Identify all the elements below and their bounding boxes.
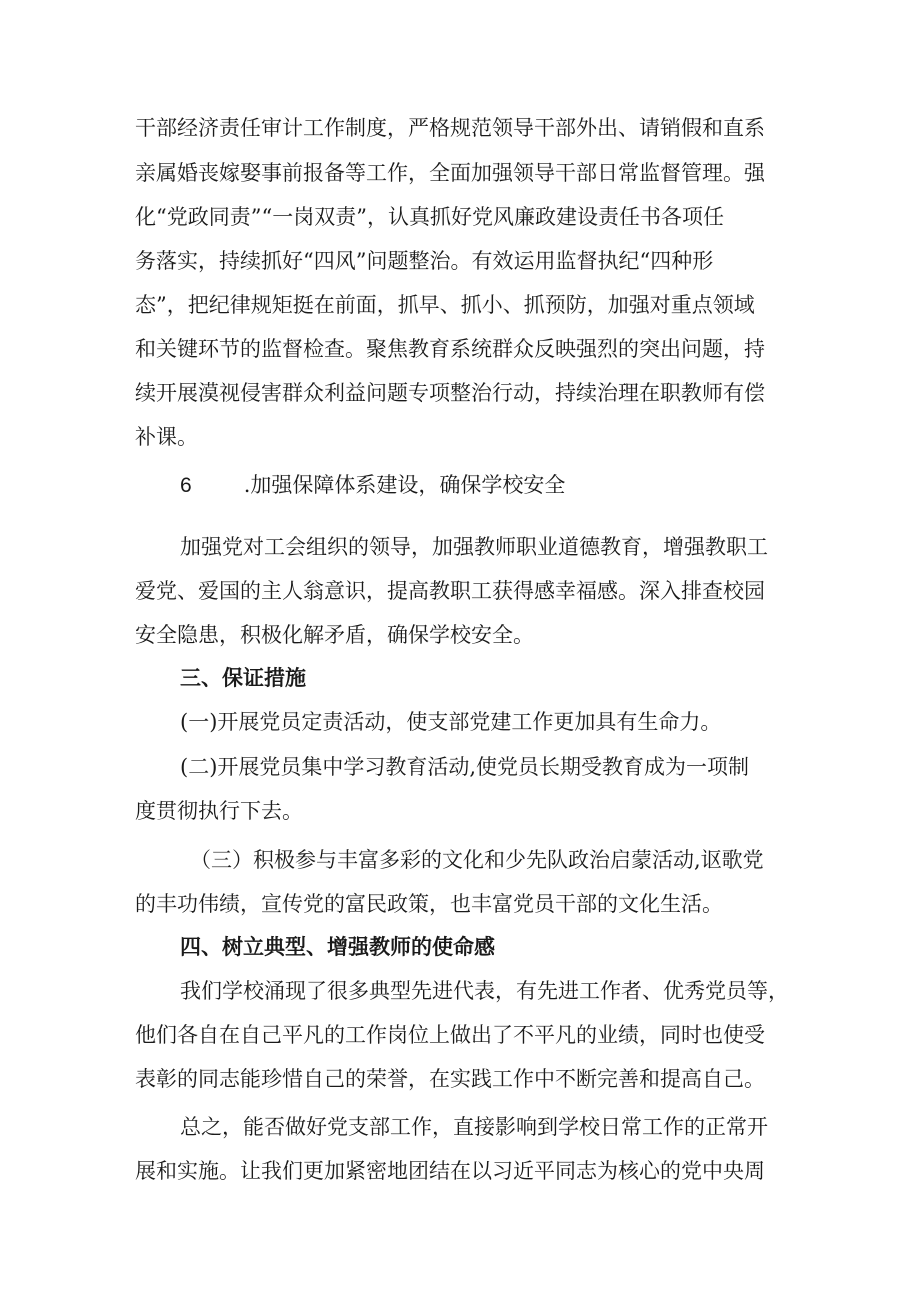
paragraph-line: 化“党政同责”“一岗双责”，认真抓好党风廉政建设责任书各项任	[135, 205, 724, 229]
paragraph-line: 补课。	[135, 425, 198, 449]
paragraph-line: 续开展漠视侵害群众利益问题专项整治行动，持续治理在职教师有偿	[135, 381, 765, 405]
section-6-heading	[180, 470, 840, 501]
paragraph-line: 态”，把纪律规矩挺在前面，抓早、抓小、抓预防，加强对重点领域	[135, 293, 755, 317]
conclusion-line: 总之，能否做好党支部工作，直接影响到学校日常工作的正常开	[180, 1115, 768, 1139]
conclusion-line: 展和实施。让我们更加紧密地团结在以习近平同志为核心的党中央周	[135, 1159, 765, 1183]
section-6-number: 6	[180, 474, 192, 497]
paragraph-line: 爱党、爱国的主人翁意识，提高教职工获得感幸福感。深入排查校园	[135, 579, 765, 603]
paragraph-line: 加强党对工会组织的领导，加强教师职业道德教育，增强教职工	[180, 535, 768, 559]
measure-item-2: (二)开展党员集中学习教育活动,使党员长期受教育成为一项制	[180, 755, 750, 779]
measure-item-2-cont: 度贯彻执行下去。	[135, 799, 303, 823]
paragraph-line: 表彰的同志能珍惜自己的荣誉，在实践工作中不断完善和提高自己。	[135, 1067, 765, 1091]
paragraph-line: 务落实，持续抓好“四风”问题整治。有效运用监督执纪“四种形	[135, 249, 714, 273]
paragraph-line: 干部经济责任审计工作制度，严格规范领导干部外出、请销假和直系	[135, 116, 765, 140]
measure-item-3: （三）积极参与丰富多彩的文化和少先队政治启蒙活动,讴歌党	[190, 848, 764, 872]
paragraph-line: 他们各自在自己平凡的工作岗位上做出了不平凡的业绩，同时也使受	[135, 1023, 765, 1047]
section-3-heading: 三、保证措施	[180, 665, 306, 690]
section-6-title: .加强保障体系建设，确保学校安全	[243, 473, 566, 497]
paragraph-line: 和关键环节的监督检查。聚焦教育系统群众反映强烈的突出问题，持	[135, 337, 765, 361]
section-4-heading: 四、树立典型、增强教师的使命感	[180, 934, 495, 959]
paragraph-line: 我们学校涌现了很多典型先进代表，有先进工作者、优秀党员等，	[180, 979, 789, 1003]
paragraph-line: 安全隐患，积极化解矛盾，确保学校安全。	[135, 623, 534, 647]
paragraph-line: 亲属婚丧嫁娶事前报备等工作，全面加强领导干部日常监督管理。强	[135, 161, 765, 185]
measure-item-1: (一)开展党员定责活动，使支部党建工作更加具有生命力。	[180, 710, 722, 734]
measure-item-3-cont: 的丰功伟绩，宣传党的富民政策，也丰富党员干部的文化生活。	[135, 892, 723, 916]
